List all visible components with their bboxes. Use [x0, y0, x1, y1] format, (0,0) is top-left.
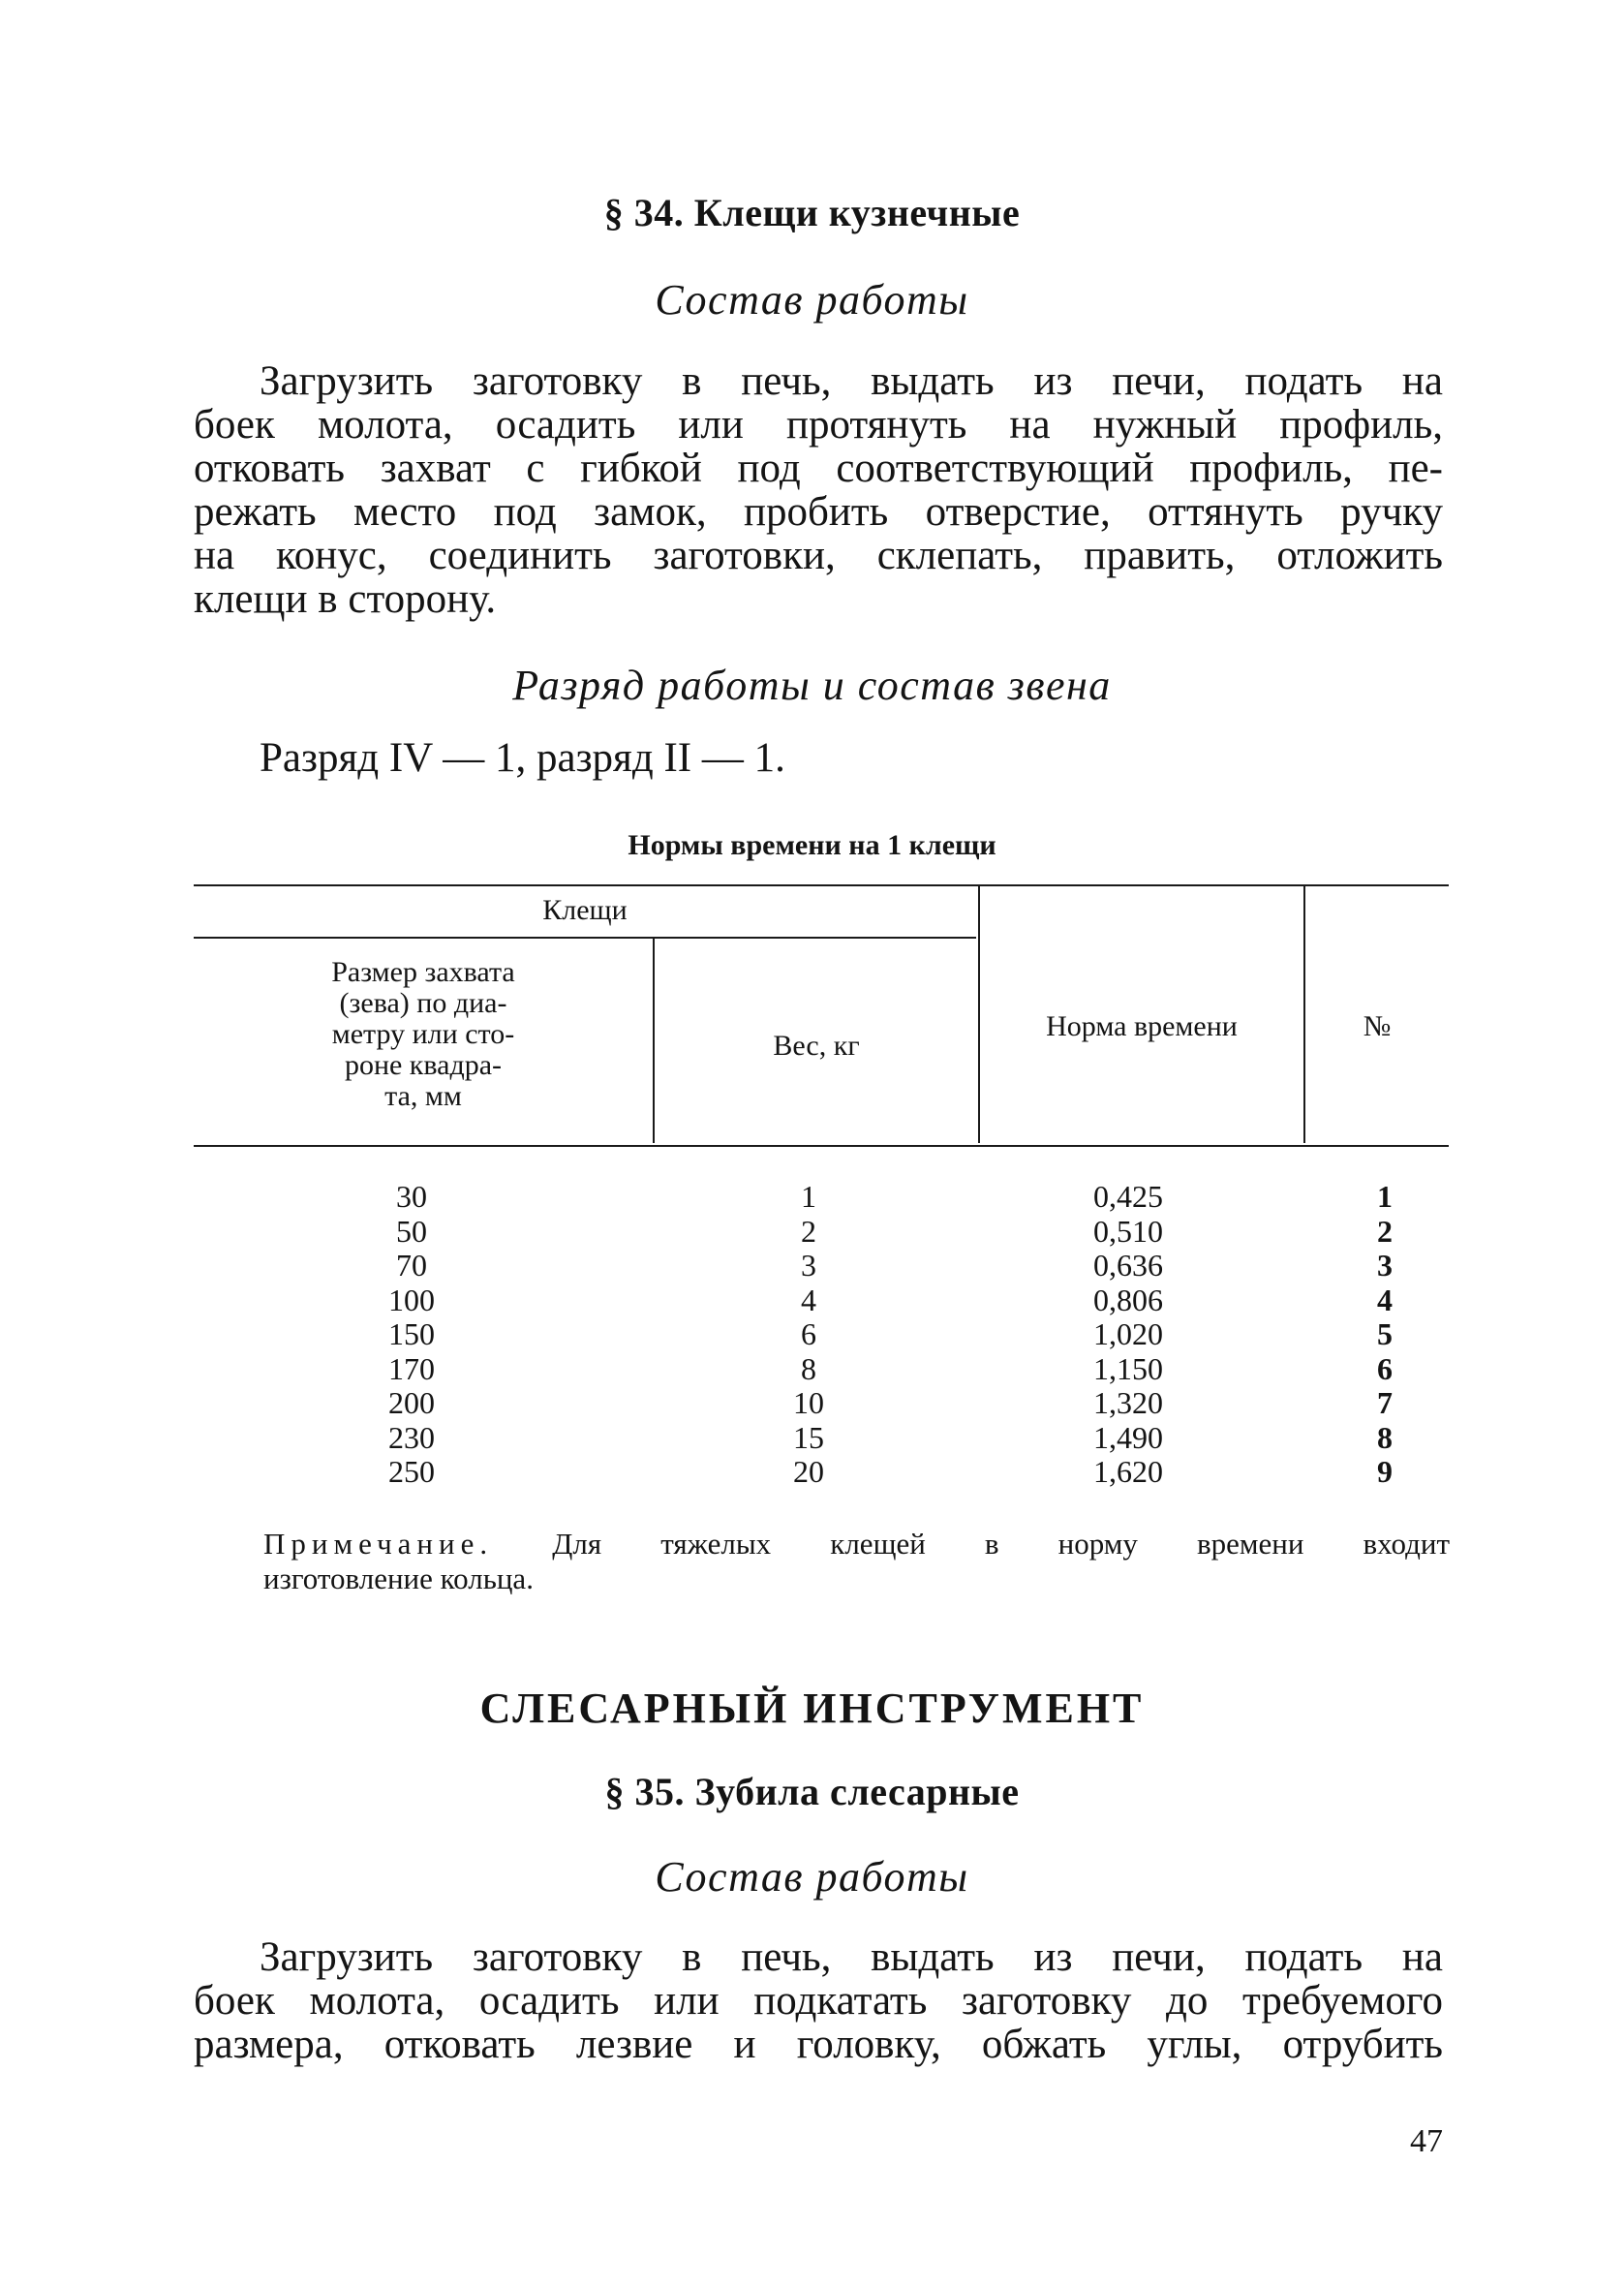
cell-size: 30 — [396, 1179, 427, 1214]
cell-number: 2 — [1377, 1213, 1393, 1249]
paragraph-line: размера, отковать лезвие и головку, обжать углы, отрубить — [194, 2022, 1443, 2067]
paragraph-line: клещи в сторону. — [194, 576, 497, 622]
cell-size: 250 — [388, 1454, 435, 1489]
note-line: изготовление кольца. — [263, 1561, 534, 1595]
paragraph-line: Загрузить заготовку в печь, выдать из печи, подать на — [260, 358, 1443, 404]
chapter-title: СЛЕСАРНЫЙ ИНСТРУМЕНТ — [479, 1685, 1145, 1732]
header-number: № — [1363, 1010, 1392, 1042]
page-number: 47 — [1410, 2123, 1443, 2159]
cell-norm: 1,320 — [1093, 1385, 1163, 1420]
table-top-rule — [194, 884, 1449, 886]
cell-weight: 15 — [793, 1419, 824, 1455]
column-number — [1336, 1180, 1433, 1490]
header-size-line: Размер захвата — [331, 956, 515, 988]
cell-norm: 0,636 — [1093, 1248, 1163, 1283]
cell-norm: 0,425 — [1093, 1179, 1163, 1214]
header-size-line: (зева) по диа- — [339, 987, 507, 1019]
cell-number: 4 — [1377, 1282, 1393, 1317]
section-34-work-paragraph — [194, 359, 1443, 621]
header-size — [194, 957, 653, 1112]
cell-size: 150 — [388, 1316, 435, 1351]
cell-number: 6 — [1377, 1350, 1393, 1386]
header-size-line: метру или сто- — [331, 1018, 515, 1050]
section-35-title: § 35. Зубила слесарные — [604, 1770, 1020, 1813]
cell-weight: 4 — [801, 1282, 816, 1317]
table-group-rule — [194, 937, 976, 939]
cell-number: 9 — [1377, 1454, 1393, 1489]
header-size-line: роне квадра- — [344, 1049, 503, 1081]
section-34-grade-text: Разряд IV — 1, разряд II — 1. — [260, 735, 785, 781]
cell-size: 200 — [388, 1385, 435, 1420]
cell-norm: 1,620 — [1093, 1454, 1163, 1489]
cell-size: 100 — [388, 1282, 435, 1317]
cell-number: 3 — [1377, 1248, 1393, 1283]
header-weight: Вес, кг — [773, 1030, 860, 1062]
table-header-bottom-rule — [194, 1145, 1449, 1147]
table-caption: Нормы времени на 1 клещи — [628, 829, 996, 861]
note-text: Для тяжелых клещей в норму времени входит — [552, 1527, 1450, 1561]
cell-norm: 1,020 — [1093, 1316, 1163, 1351]
section-34-work-heading: Состав работы — [655, 276, 969, 324]
cell-weight: 20 — [793, 1454, 824, 1489]
cell-weight: 1 — [801, 1179, 816, 1214]
section-35-work-paragraph — [194, 1935, 1443, 2066]
cell-weight: 6 — [801, 1316, 816, 1351]
paragraph-line: боек молота, осадить или подкатать заготовку до требуемого — [194, 1978, 1443, 2024]
section-34-grade-heading: Разряд работы и состав звена — [512, 662, 1112, 709]
paragraph-line: режать место под замок, пробить отверстие, оттянуть ручку — [194, 489, 1443, 535]
cell-number: 7 — [1377, 1385, 1393, 1420]
cell-weight: 3 — [801, 1248, 816, 1283]
section-35-work-heading: Состав работы — [655, 1853, 969, 1901]
cell-size: 230 — [388, 1419, 435, 1455]
cell-norm: 0,806 — [1093, 1282, 1163, 1317]
cell-number: 1 — [1377, 1179, 1393, 1214]
cell-size: 50 — [396, 1213, 427, 1249]
cell-norm: 1,490 — [1093, 1419, 1163, 1455]
paragraph-line: на конус, соединить заготовки, склепать, править, отложить — [194, 533, 1443, 578]
note-line — [263, 1527, 1450, 1561]
cell-norm: 0,510 — [1093, 1213, 1163, 1249]
cell-number: 8 — [1377, 1419, 1393, 1455]
cell-weight: 2 — [801, 1213, 816, 1249]
header-size-line: та, мм — [384, 1080, 462, 1112]
paragraph-line: боек молота, осадить или протянуть на нужный профиль, — [194, 402, 1443, 448]
header-group-clamps: Клещи — [542, 894, 628, 926]
cell-size: 70 — [396, 1248, 427, 1283]
column-weight — [736, 1180, 881, 1490]
cell-norm: 1,150 — [1093, 1350, 1163, 1386]
header-norm: Норма времени — [1046, 1010, 1238, 1042]
column-norm — [1046, 1180, 1210, 1490]
cell-number: 5 — [1377, 1316, 1393, 1351]
cell-size: 170 — [388, 1350, 435, 1386]
column-size — [320, 1180, 504, 1490]
paragraph-line: Загрузить заготовку в печь, выдать из печи, подать на — [260, 1934, 1443, 1980]
cell-weight: 8 — [801, 1350, 816, 1386]
table-note — [263, 1527, 1450, 1596]
note-label: Примечание. — [263, 1527, 494, 1561]
paragraph-line: отковать захват с гибкой под соответствующий профиль, пе- — [194, 446, 1443, 491]
section-34-title: § 34. Клещи кузнечные — [603, 191, 1021, 234]
cell-weight: 10 — [793, 1385, 824, 1420]
